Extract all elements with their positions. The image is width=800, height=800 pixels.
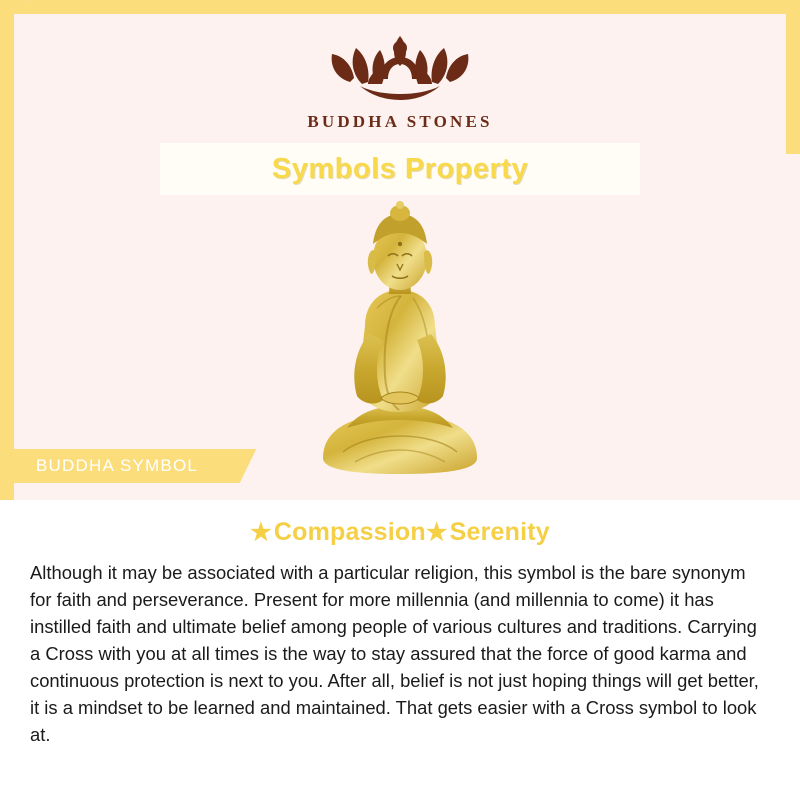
lotus-meditation-figure-icon bbox=[310, 22, 490, 108]
description-panel bbox=[0, 500, 800, 800]
seated-buddha-statue-illustration bbox=[285, 200, 515, 490]
brand-header bbox=[0, 22, 800, 132]
star-icon-1: ★ bbox=[250, 519, 272, 546]
page-title: Symbols Property bbox=[271, 152, 529, 185]
title-banner bbox=[160, 143, 640, 195]
brand-name: BUDDHA STONES bbox=[307, 112, 493, 131]
section-ribbon-label: BUDDHA SYMBOL bbox=[36, 456, 199, 475]
keyword-serenity: Serenity bbox=[449, 518, 550, 546]
description-text: Although it may be associated with a particular religion, this symbol is the bare synonym for faith and perseverance. Present for more millennia (and millennia to come) it has instilled faith and ultimate belief among people of various cultures and traditions. Carrying a Cross with you at all times is the way to stay assured that the force of good karma and continuous protection is next to you. After all, belief is not just hoping things will get better, it is a mindset to be learned and maintained. That gets easier with a Cross symbol to look at. bbox=[30, 562, 759, 746]
keywords-row bbox=[0, 518, 800, 547]
star-icon-2: ★ bbox=[425, 519, 448, 546]
keyword-compassion: Compassion bbox=[273, 518, 426, 546]
buddha-illustration bbox=[0, 200, 800, 490]
section-ribbon bbox=[14, 449, 232, 483]
frame-top-bar bbox=[82, 0, 800, 14]
